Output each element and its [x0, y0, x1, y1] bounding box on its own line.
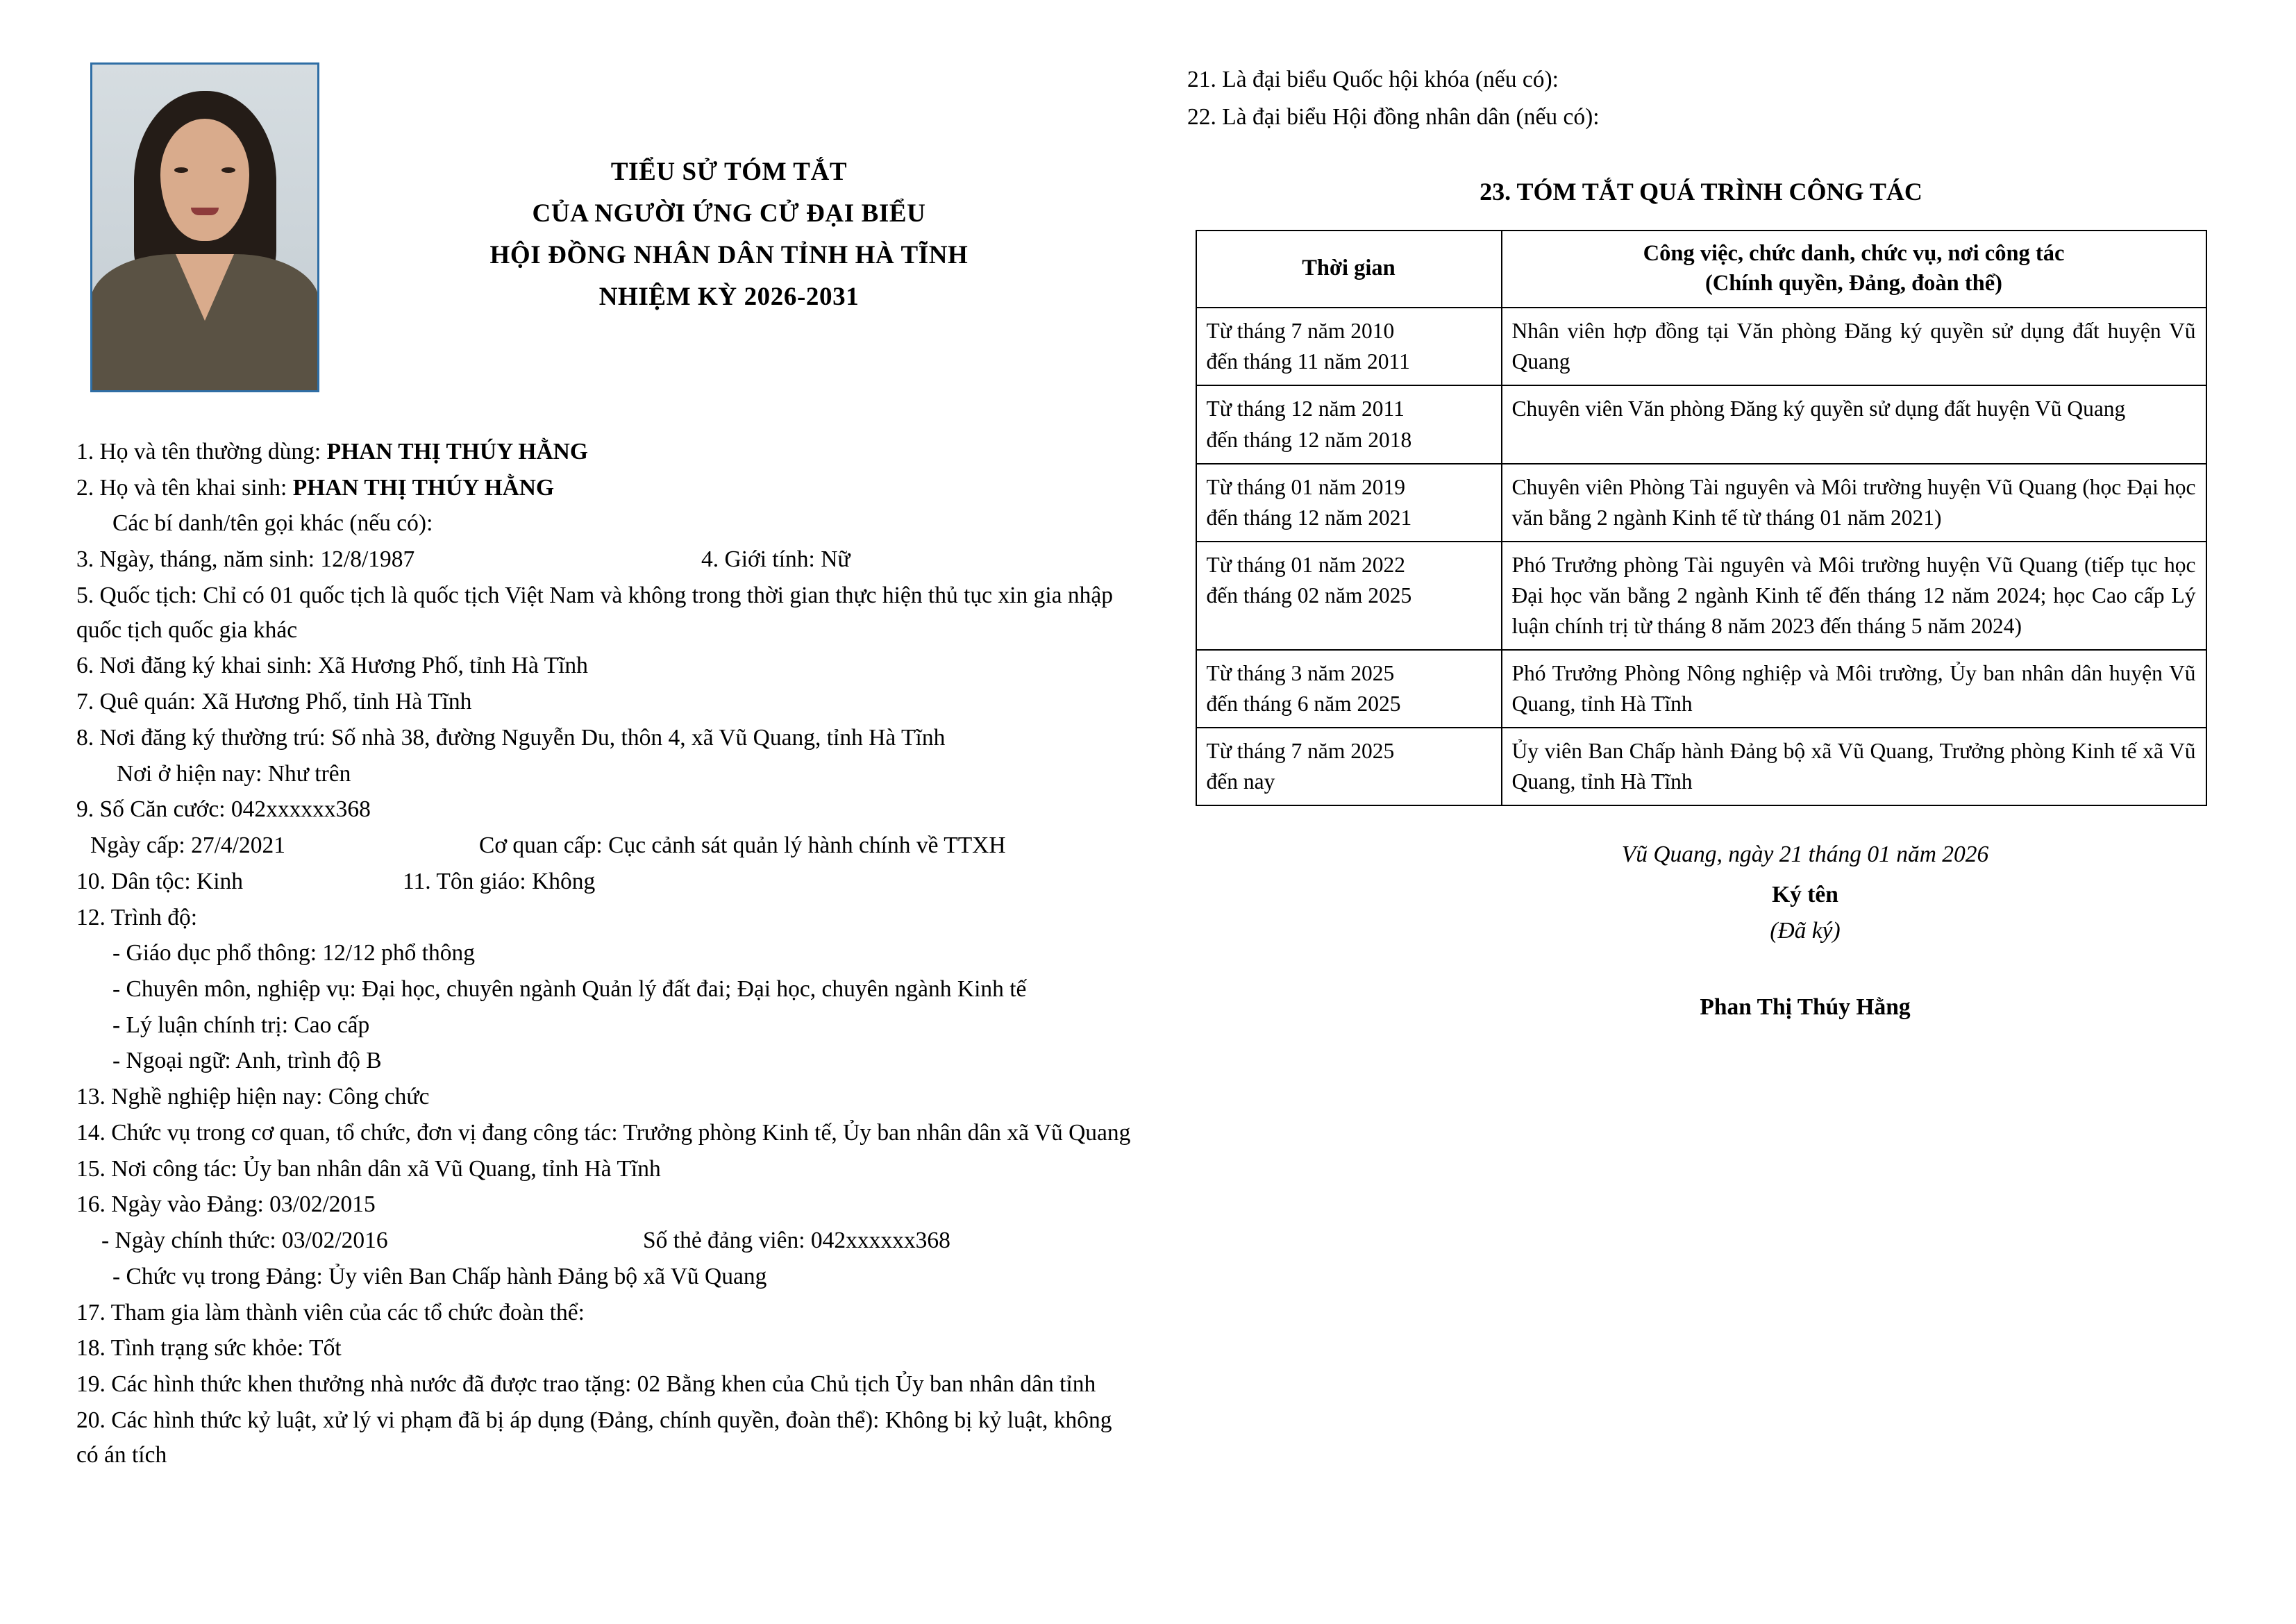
table-row [1196, 308, 2206, 385]
field-13-occupation: 13. Nghề nghiệp hiện nay: Công chức [76, 1084, 430, 1110]
column-header-work-line1: Công việc, chức danh, chức vụ, nơi công tác [1643, 240, 2065, 266]
field-birthdate-gender-row [76, 542, 1139, 577]
cell-time [1196, 542, 1502, 650]
field-9-issue-date: Ngày cấp: 27/4/2021 [90, 832, 285, 859]
field-20-disciplines: 20. Các hình thức kỷ luật, xử lý vi phạm đã bị áp dụng (Đảng, chính quyền, đoàn thể): Không bị kỷ luật, không có án tích [76, 1407, 1112, 1468]
signature-place-date: Vũ Quang, ngày 21 tháng 01 năm 2026 [1621, 842, 1989, 868]
two-column-layout [76, 62, 2220, 1473]
photo-torso-shape [90, 254, 319, 390]
field-full-name-birth [76, 471, 1139, 505]
field-2-value: PHAN THỊ THÚY HẰNG [292, 474, 555, 501]
photo-face-shape [160, 119, 249, 241]
signature-ky-ten: Ký tên [1772, 882, 1838, 908]
time-line-2: đến tháng 11 năm 2011 [1206, 349, 1410, 374]
field-9-issue-row [76, 828, 1139, 863]
field-14-position: 14. Chức vụ trong cơ quan, tổ chức, đơn vị đang công tác: Trưởng phòng Kinh tế, Ủy ban nhân dân xã Vũ Quang [76, 1119, 1131, 1146]
field-6-birth-registration: 6. Nơi đăng ký khai sinh: Xã Hương Phố, tỉnh Hà Tĩnh [76, 653, 588, 679]
field-21-national-assembly: 21. Là đại biểu Quốc hội khóa (nếu có): [1187, 67, 1559, 92]
title-line-3: HỘI ĐỒNG NHÂN DÂN TỈNH HÀ TĨNH [489, 240, 969, 269]
time-line-1: Từ tháng 01 năm 2019 [1206, 474, 1406, 499]
field-12c-political-theory: - Lý luận chính trị: Cao cấp [112, 1012, 370, 1038]
title-line-1: TIỂU SỬ TÓM TẮT [610, 158, 848, 186]
field-9-issuing-authority: Cơ quan cấp: Cục cảnh sát quản lý hành chính về TTXH [479, 832, 1006, 859]
column-header-time: Thời gian [1196, 231, 1502, 308]
field-16-party-join-date: 16. Ngày vào Đảng: 03/02/2015 [76, 1191, 376, 1218]
column-header-work [1502, 231, 2206, 308]
table-header-row [1196, 231, 2206, 308]
table-row [1196, 728, 2206, 805]
field-8-permanent-residence: 8. Nơi đăng ký thường trú: Số nhà 38, đường Nguyễn Du, thôn 4, xã Vũ Quang, tỉnh Hà Tĩnh [76, 724, 946, 751]
work-history-table [1196, 230, 2207, 807]
field-22-peoples-council: 22. Là đại biểu Hội đồng nhân dân (nếu có): [1187, 104, 1600, 131]
field-8b-current-residence: Nơi ở hiện nay: Như trên [117, 760, 351, 787]
field-12d-foreign-language: - Ngoại ngữ: Anh, trình độ B [112, 1048, 382, 1074]
photo-eye-left [174, 167, 188, 173]
field-16-official-row [76, 1223, 1139, 1258]
column-header-work-line2: (Chính quyền, Đảng, đoàn thể) [1704, 271, 2003, 296]
field-7-hometown: 7. Quê quán: Xã Hương Phố, tỉnh Hà Tĩnh [76, 689, 472, 715]
left-column [76, 62, 1139, 1473]
time-line-2: đến nay [1206, 769, 1275, 794]
field-16c-party-position: - Chức vụ trong Đảng: Ủy viên Ban Chấp hành Đảng bộ xã Vũ Quang [112, 1263, 767, 1289]
work-history-title: 23. TÓM TẮT QUÁ TRÌNH CÔNG TÁC [1480, 177, 1922, 206]
field-18-health: 18. Tình trạng sức khỏe: Tốt [76, 1335, 342, 1362]
field-12b-professional: - Chuyên môn, nghiệp vụ: Đại học, chuyên ngành Quản lý đất đai; Đại học, chuyên ngành Kinh tế [112, 976, 1027, 1003]
field-10-ethnicity: 10. Dân tộc: Kinh [76, 868, 244, 894]
field-5-nationality: 5. Quốc tịch: Chỉ có 01 quốc tịch là quốc tịch Việt Nam và không trong thời gian thực hiện thủ tục xin gia nhập quốc tịch quốc gia khác [76, 582, 1113, 643]
document-title-block [319, 62, 1139, 318]
signature-da-ky: (Đã ký) [1770, 918, 1841, 944]
title-line-4: NHIỆM KỲ 2026-2031 [598, 282, 860, 311]
time-line-2: đến tháng 02 năm 2025 [1206, 583, 1412, 608]
field-15-workplace: 15. Nơi công tác: Ủy ban nhân dân xã Vũ Quang, tỉnh Hà Tĩnh [76, 1155, 661, 1182]
time-line-1: Từ tháng 7 năm 2010 [1206, 319, 1395, 344]
table-row [1196, 464, 2206, 542]
cell-time [1196, 385, 1502, 463]
table-row [1196, 385, 2206, 463]
cell-work: Ủy viên Ban Chấp hành Đảng bộ xã Vũ Quang, Trưởng phòng Kinh tế xã Vũ Quang, tỉnh Hà Tĩnh [1502, 728, 2206, 805]
candidate-photo [90, 62, 319, 392]
table-row [1196, 650, 2206, 728]
cell-time [1196, 464, 1502, 542]
field-17-organizations: 17. Tham gia làm thành viên của các tổ chức đoàn thể: [76, 1299, 585, 1325]
biography-fields [76, 435, 1139, 1472]
cell-work: Chuyên viên Văn phòng Đăng ký quyền sử dụng đất huyện Vũ Quang [1502, 385, 2206, 463]
field-16a-official-date: - Ngày chính thức: 03/02/2016 [101, 1228, 388, 1254]
cell-work: Phó Trưởng phòng Tài nguyên và Môi trường huyện Vũ Quang (tiếp tục học Đại học văn bằng 2 ngành Kinh tế đến tháng 12 năm 2024; học Cao cấp Lý luận chính trị từ tháng 8 năm 2023 đến tháng 5 năm 2024) [1502, 542, 2206, 650]
field-16b-party-card-number: Số thẻ đảng viên: 042xxxxxx368 [643, 1228, 950, 1254]
right-column [1187, 62, 2215, 1026]
time-line-1: Từ tháng 3 năm 2025 [1206, 661, 1395, 686]
photo-and-title-row [76, 62, 1139, 424]
field-1-label: 1. Họ và tên thường dùng: [76, 439, 327, 464]
cell-time [1196, 308, 1502, 385]
field-12-education: 12. Trình độ: [76, 904, 198, 930]
time-line-1: Từ tháng 12 năm 2011 [1206, 396, 1405, 421]
cell-time [1196, 650, 1502, 728]
photo-mouth [191, 208, 219, 215]
time-line-1: Từ tháng 01 năm 2022 [1206, 552, 1406, 577]
time-line-2: đến tháng 6 năm 2025 [1206, 692, 1401, 717]
table-row [1196, 542, 2206, 650]
field-1-value: PHAN THỊ THÚY HẰNG [326, 439, 588, 464]
cell-work: Phó Trưởng Phòng Nông nghiệp và Môi trường, Ủy ban nhân dân huyện Vũ Quang, tỉnh Hà Tĩnh [1502, 650, 2206, 728]
time-line-2: đến tháng 12 năm 2018 [1206, 427, 1412, 452]
time-line-2: đến tháng 12 năm 2021 [1206, 505, 1412, 530]
photo-image [92, 65, 317, 390]
field-4-gender: 4. Giới tính: Nữ [701, 546, 850, 573]
title-line-2: CỦA NGƯỜI ỨNG CỬ ĐẠI BIỂU [532, 199, 926, 228]
field-alias: Các bí danh/tên gọi khác (nếu có): [112, 510, 433, 537]
signature-name: Phan Thị Thúy Hằng [1700, 994, 1911, 1021]
photo-eye-right [221, 167, 235, 173]
cell-work: Nhân viên hợp đồng tại Văn phòng Đăng ký quyền sử dụng đất huyện Vũ Quang [1502, 308, 2206, 385]
field-11-religion: 11. Tôn giáo: Không [403, 868, 596, 894]
field-19-awards: 19. Các hình thức khen thưởng nhà nước đã được trao tặng: 02 Bằng khen của Chủ tịch Ủy ban nhân dân tỉnh [76, 1371, 1096, 1398]
signature-block [1187, 837, 2215, 1026]
field-12a-general-education: - Giáo dục phổ thông: 12/12 phổ thông [112, 940, 475, 966]
cell-time [1196, 728, 1502, 805]
field-ethnicity-religion-row [76, 864, 1139, 899]
cell-work: Chuyên viên Phòng Tài nguyên và Môi trường huyện Vũ Quang (học Đại học văn bằng 2 ngành Kinh tế từ tháng 01 năm 2021) [1502, 464, 2206, 542]
field-2-label: 2. Họ và tên khai sinh: [76, 474, 293, 501]
time-line-1: Từ tháng 7 năm 2025 [1206, 739, 1395, 764]
field-3-birthdate: 3. Ngày, tháng, năm sinh: 12/8/1987 [76, 546, 415, 573]
assembly-fields [1187, 62, 2215, 135]
field-9-id-number: 9. Số Căn cước: 042xxxxxx368 [76, 796, 371, 823]
field-full-name-common [76, 435, 1139, 469]
